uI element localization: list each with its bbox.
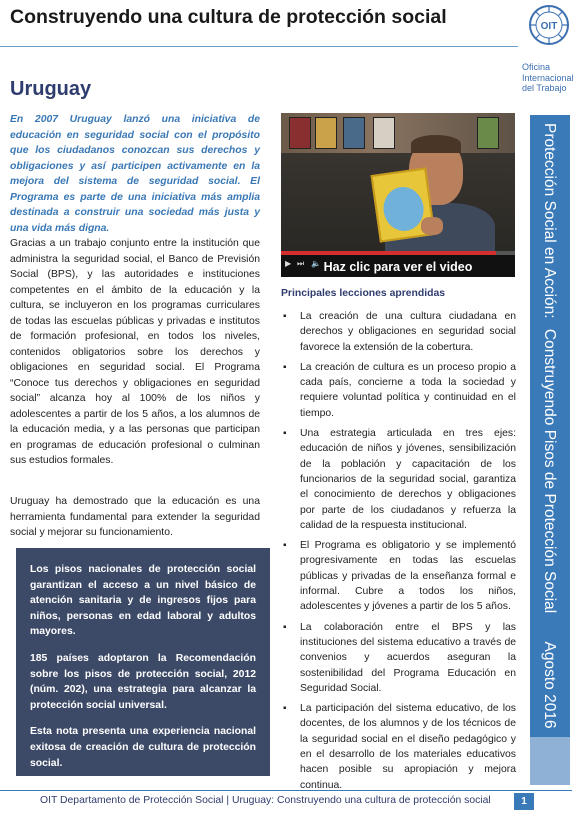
country-heading: Uruguay: [10, 78, 92, 100]
header-divider: [0, 46, 518, 47]
list-item: ▪ La creación de una cultura ciudadana en derechos y obligaciones en seguridad social favorece la extensión de la cobertura.: [282, 309, 516, 355]
series-date: Agosto 2016: [541, 641, 558, 729]
play-icon[interactable]: ▶: [285, 259, 292, 268]
info-callout-box: [16, 548, 270, 776]
list-item: ▪ La creación de cultura es un proceso propio a cada país, concierne a toda la sociedad y requiere voluntad política y continuidad en el tiempo.: [282, 360, 516, 421]
shelf-book: [315, 117, 337, 149]
callout-paragraph-3: Esta nota presenta una experiencia nacional exitosa de creación de cultura de protección social.: [30, 726, 256, 769]
shelf-book: [477, 117, 499, 149]
page-footer: [0, 790, 582, 820]
logo-label: OIT: [540, 21, 558, 32]
lead-paragraph: En 2007 Uruguay lanzó una iniciativa de educación en seguridad social con el propósito que los ciudadanos conozcan sus derechos y obligaciones y así participen activamente en la mejora del sistema de seguridad social. El Programa es parte de una iniciativa más amplia destinada a construir una sociedad más justa y una vida más digna.: [10, 114, 260, 234]
list-item: ▪ La colaboración entre el BPS y las instituciones del sistema educativo a través de convenios y acuerdos aseguran la sostenibilidad del Programa Educación en Seguridad Social.: [282, 620, 516, 696]
body-paragraph-1: Gracias a un trabajo conjunto entre la institución que administra la seguridad social, el Banco de Previsión Social (BPS), y las autoridades e instituciones competentes en el ámbito de la educación y la cultura, se incluyeron en los programas curriculares de todas las escuelas públicas y privadas e institutos de formación profesional, en todos los niveles, contenidos obligatorios sobre los derechos y obligaciones en seguridad social. El Programa “Conoce tus derechos y obligaciones en seguridad social” alcanza hoy al 100% de los niños y adolescentes a partir de los 5 años, a los alumnos de la educación media, y a las personas que participan en programas de educación profesional o culminan sus estudios formales.: [10, 238, 260, 466]
presenter-hand: [421, 217, 443, 235]
organization-name: Oficina Internacional del Trabajo: [522, 62, 574, 93]
list-item: ▪ La participación del sistema educativo, de los docentes, de los alumnos y de los técnicos de la seguridad social en el diseño pedagógico y en el desarrollo de los materiales educativos hacen posible su apropiación y mejora continua.: [282, 701, 516, 793]
shelf-book: [289, 117, 311, 149]
lessons-list: [282, 309, 516, 798]
oit-emblem-icon: [528, 4, 570, 46]
footer-divider: [0, 790, 572, 791]
callout-paragraph-2: 185 países adoptaron la Recomendación sobre los pisos de protección social, 2012 (núm. 202), una estrategia para alcanzar la protección social universal.: [30, 652, 256, 711]
volume-icon[interactable]: 🔈: [311, 259, 321, 268]
footer-text: OIT Departamento de Protección Social | Uruguay: Construyendo una cultura de protección social: [40, 795, 491, 806]
presenter-hair: [411, 135, 461, 153]
video-still: [281, 113, 515, 251]
callout-paragraph-1: Los pisos nacionales de protección social garantizan el acceso a un nivel básico de atención sanitaria y de ingresos fijos para niños, personas en edad laboral y adultos mayores.: [30, 564, 256, 638]
body-paragraph-2: Uruguay ha demostrado que la educación es una herramienta fundamental para extender la seguridad social y mejorar su funcionamiento.: [10, 496, 260, 538]
shelf-book: [373, 117, 395, 149]
side-banner-text: [539, 123, 559, 785]
shelf-book: [343, 117, 365, 149]
list-item: ▪ Una estrategia articulada en tres ejes: educación de niños y jóvenes, sensibilización de la población y capacitación de los funcionarios de la seguridad social, garantiza el conocimiento de derechos y obligaciones por parte de los ciudadanos y refuerza la calidad de la respuesta institucional.: [282, 426, 516, 533]
side-banner: [530, 115, 570, 785]
oit-logo: [520, 4, 578, 100]
series-subtitle: Construyendo Pisos de Protección Social: [541, 328, 558, 614]
video-caption[interactable]: Haz clic para ver el video: [323, 260, 473, 274]
next-icon[interactable]: ⏭: [297, 259, 305, 268]
lessons-heading: Principales lecciones aprendidas: [281, 288, 446, 299]
page-number: 1: [514, 793, 534, 810]
page-title: Construyendo una cultura de protección social: [10, 6, 447, 28]
video-thumbnail[interactable]: [281, 113, 515, 277]
series-name: Protección Social en Acción:: [541, 123, 558, 319]
list-item: ▪ El Programa es obligatorio y se implementó progresivamente en todas las escuelas públicas y privadas de la enseñanza formal e informal. Cubre a todos los niños, adolescentes y jóvenes a partir de los 5 años.: [282, 538, 516, 614]
booklet-illustration: [381, 184, 427, 233]
